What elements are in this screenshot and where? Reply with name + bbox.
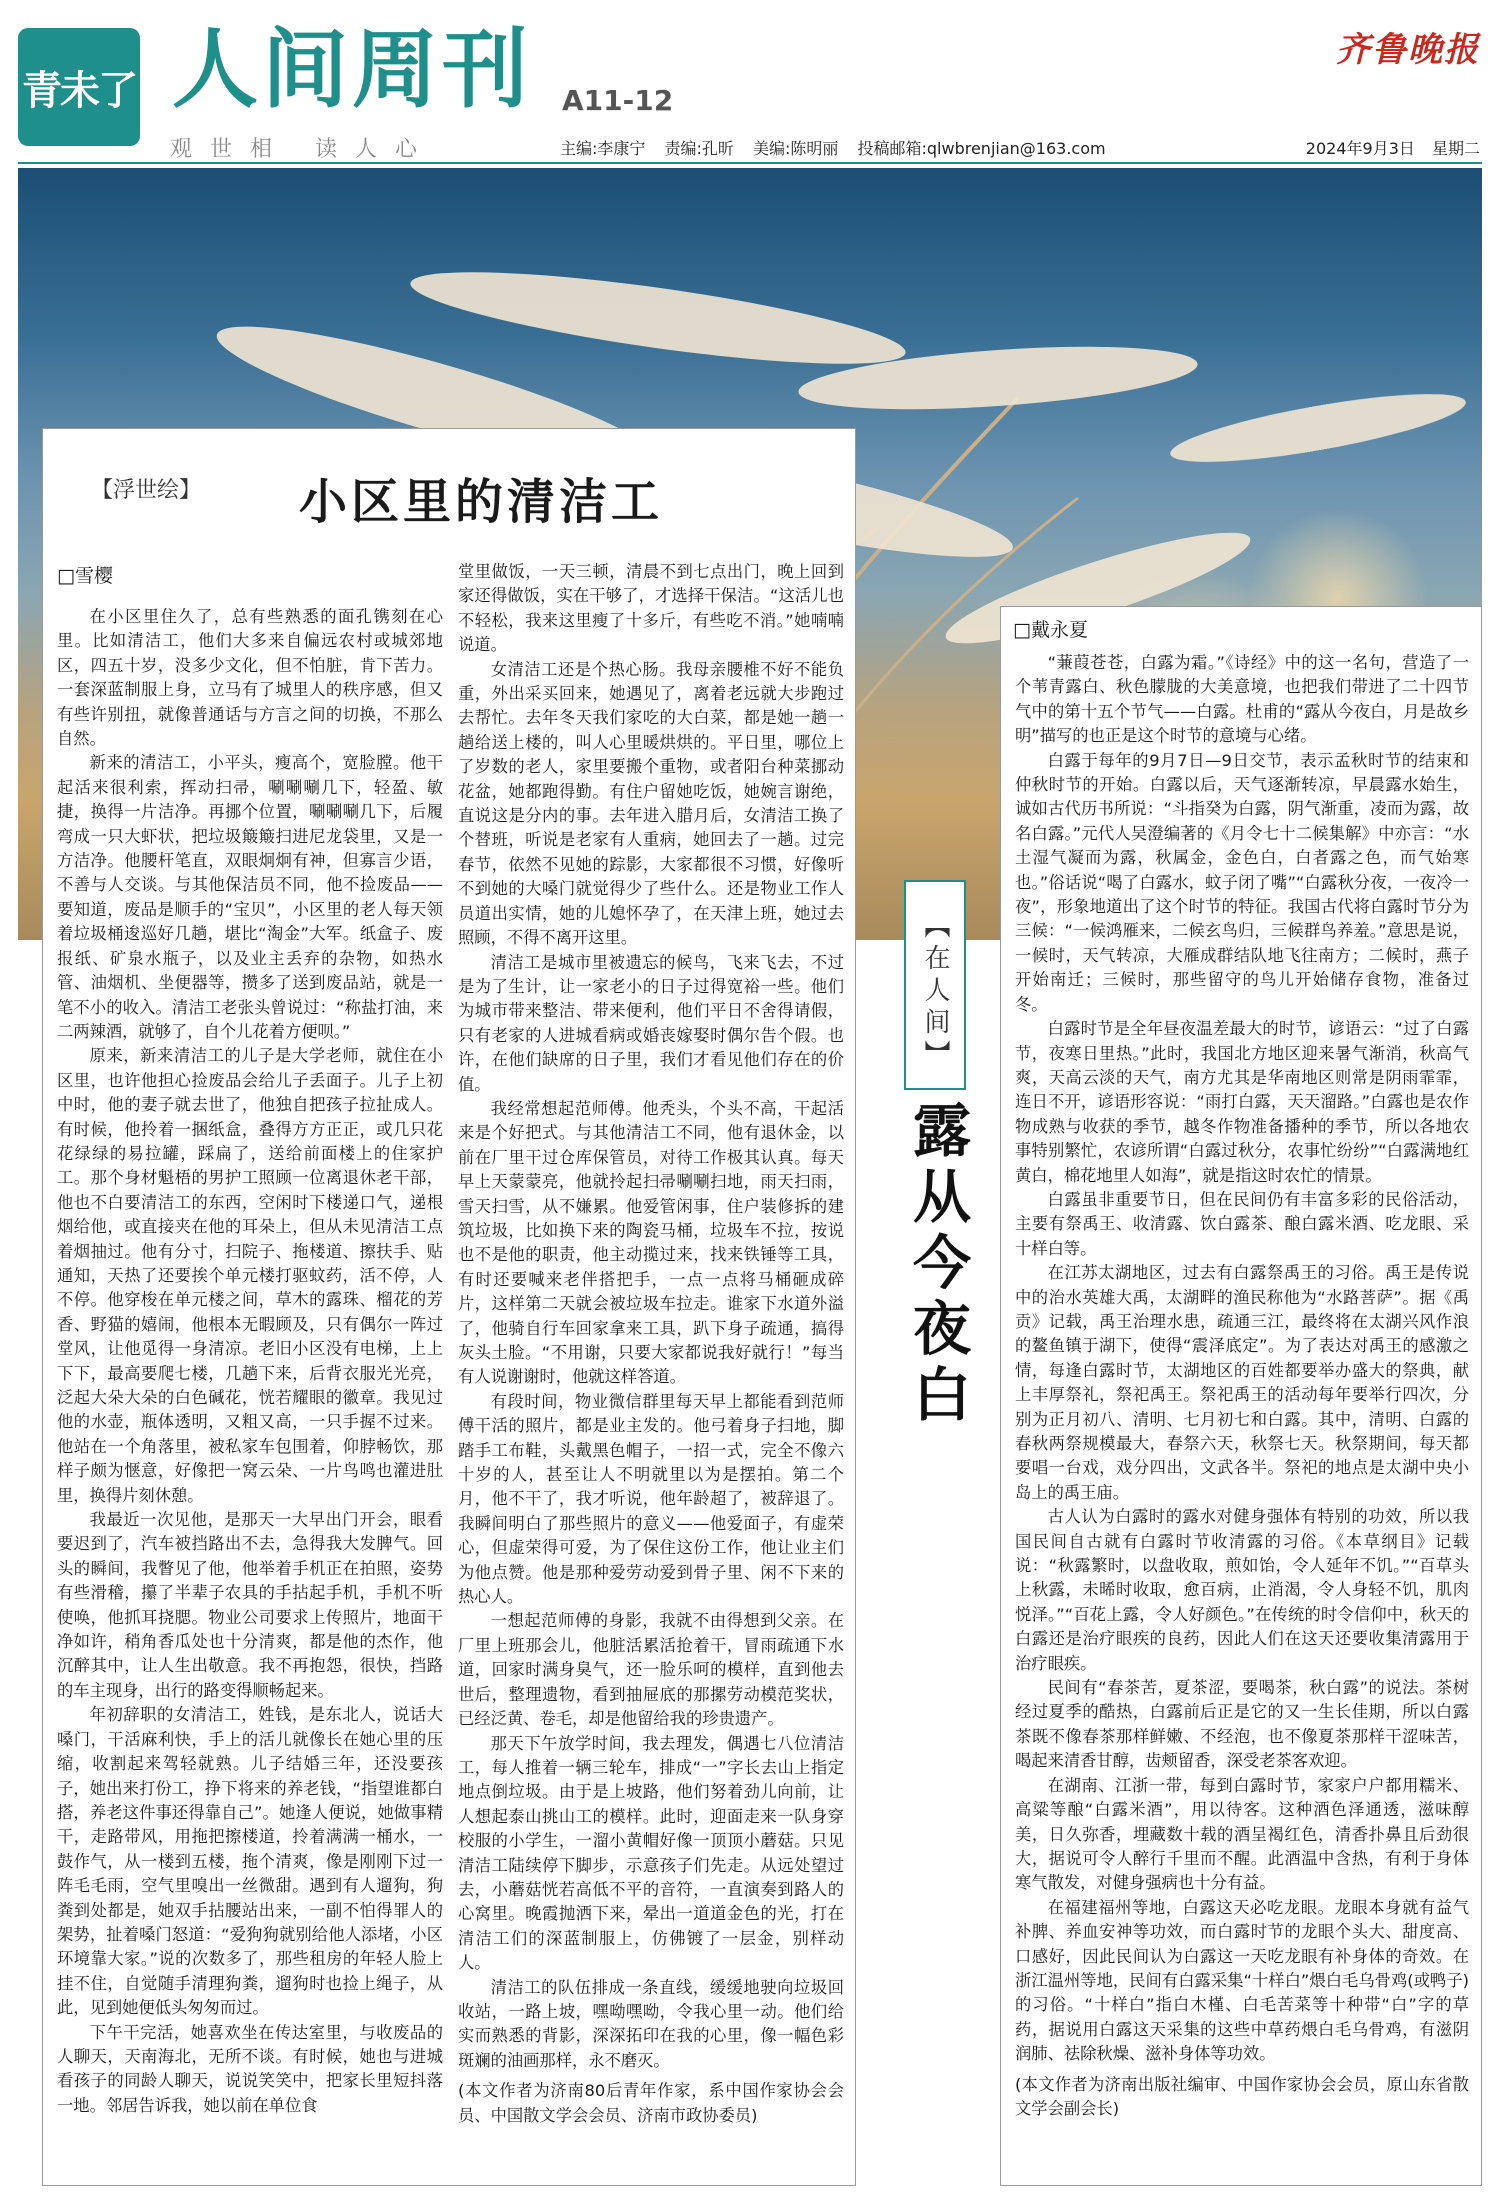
editor: 主编:李康宁	[560, 139, 646, 158]
article-author: □雪樱	[57, 565, 113, 587]
page-number: A11-12	[562, 84, 674, 117]
paragraph: 那天下午放学时间，我去理发，偶遇七八位清洁工，每人推着一辆三轮车，排成“一”字长去山上指定地点倒垃圾。由于是上坡路，他们努着劲儿向前，让人想起泰山挑山工的模样。此时，迎面走来一队身穿校服的小学生，一溜小黄帽好像一顶顶小蘑菇。只见清洁工陆续停下脚步，示意孩子们先走。从远处望过去，小蘑菇恍若高低不平的音符，一直演奏到路人的心窝里。晚霞抛洒下来，晕出一道道金色的光，打在清洁工们的深蓝制服上，仿佛镀了一层金，别样动人。	[458, 1733, 844, 1973]
article-author: □戴永夏	[1013, 619, 1088, 641]
paragraph: 在小区里住久了，总有些熟悉的面孔镌刻在心里。比如清洁工，他们大多来自偏远农村或城郊地区，四五十岁，没多少文化，但不怕脏，肯下苦力。一套深蓝制服上身，立马有了城里人的秩序感，但又有些许别扭，就像普通话与方言之间的切换，不那么自然。	[57, 607, 443, 749]
masthead-rule	[18, 162, 1482, 164]
paragraph: 在福建福州等地，白露这天必吃龙眼。龙眼本身就有益气补脾、养血安神等功效，而白露时节的龙眼个头大、甜度高、口感好，因此民间认为白露这一天吃龙眼有补身体的奇效。在浙江温州等地，民间有白露采集“十样白”煨白毛乌骨鸡(或鸭子)的习俗。“十样白”指白木槿、白毛苦菜等十种带“白”字的草药，据说用白露这天采集的这些中草药煨白毛乌骨鸡，有滋阴润肺、祛除秋燥、滋补身体等功效。	[1015, 1897, 1469, 2064]
paragraph: 原来，新来清洁工的儿子是大学老师，就住在小区里，也许他担心捡废品会给儿子丢面子。儿子上初中时，他的妻子就去世了，他独自把孩子拉扯成人。有时候，他拎着一捆纸盒，叠得方方正正，或几只花花绿绿的易拉罐，踩扁了，送给前面楼上的住家护工。那个身材魁梧的男护工照顾一位离退休老干部，他也不白要清洁工的东西，空闲时下楼递口气，递根烟给他，或直接夹在他的耳朵上，但从未见清洁工点着烟抽过。他有分寸，扫院子、拖楼道、擦扶手、贴通知，天热了还要挨个单元楼打驱蚊药，活不停，人不停。他穿梭在单元楼之间，草木的露珠、榴花的芳香、野猫的嬉闹，他根本无暇顾及，只有偶尔一阵过堂风，让他觅得一身清凉。老旧小区没有电梯，上上下下，最高要爬七楼，几趟下来，后背衣服光光亮，泛起大朵大朵的白色碱花，恍若耀眼的徽章。我见过他的水壶，瓶体透明，又粗又高，一只手握不过来。他站在一个角落里，被私家车包围着，仰脖畅饮，那样子颇为惬意，好像把一窝云朵、一片鸟鸣也灌进肚里，换得片刻休憩。	[57, 1046, 443, 1505]
paragraph: “蒹葭苍苍，白露为霜。”《诗经》中的这一名句，营造了一个苇青露白、秋色朦胧的大美意境，也把我们带进了二十四节气中的第十五个节气——白露。杜甫的“露从今夜白，月是故乡明”描写的也正是这个时节的意境与心绪。	[1015, 653, 1469, 746]
slogan: 观世相 读人心	[170, 137, 435, 162]
duty-editor: 责编:孔昕	[664, 139, 734, 158]
paragraph: 清洁工的队伍排成一条直线，缓缓地驶向垃圾回收站，一路上坡，嘿呦嘿呦，令我心里一动。他们给实而熟悉的背影，深深拓印在我的心里，像一幅色彩斑斓的油画那样，永不磨灭。	[458, 1977, 844, 2070]
issue-date: 2024年9月3日	[1305, 139, 1415, 158]
publication-title: 人间周刊	[172, 20, 532, 120]
paragraph: 古人认为白露时的露水对健身强体有特别的功效，所以我国民间自古就有白露时节收清露的习俗。《本草纲目》记载说：“秋露繁时，以盘收取，煎如饴，令人延年不饥。”“百草头上秋露，未晞时收取，愈百病，止消渴，令人身轻不饥，肌肉悦泽。”“百花上露，令人好颜色。”在传统的时令信仰中，秋天的白露还是治疗眼疾的良药，因此人们在这天还要收集清露用于治疗眼疾。	[1015, 1507, 1469, 1673]
paragraph: 有段时间，物业微信群里每天早上都能看到范师傅干活的照片，都是业主发的。他弓着身子扫地，脚踏手工布鞋，头戴黑色帽子，一招一式，完全不像六十岁的人，甚至让人不明就里以为是摆拍。第二个月，他不干了，我才听说，他年龄超了，被辞退了。我瞬间明白了那些照片的意义——他爱面子，有虚荣心，但虚荣得可爱，为了保住这份工作，他让业主们为他点赞。他是那种爱劳动爱到骨子里、闲不下来的热心人。	[458, 1391, 844, 1607]
author-bio: (本文作者为济南出版社编审、中国作家协会会员，原山东省散文学会副会长)	[1015, 2074, 1469, 2118]
right-article	[1000, 606, 1482, 2186]
paragraph: 下午干完活，她喜欢坐在传达室里，与收废品的人聊天，天南海北，无所不谈。有时候，她也与进城看孩子的同龄人聊天，说说笑笑中，把家长里短抖落一地。邻居告诉我，她以前在单位食	[57, 2022, 443, 2115]
logo: 青未了	[18, 28, 140, 146]
paragraph: 白露于每年的9月7日—9日交节，表示孟秋时节的结束和仲秋时节的开始。白露以后，天气逐渐转凉，早晨露水始生，诚如古代历书所说：“斗指癸为白露，阴气渐重，凌而为露，故名白露。”元代人吴澄编著的《月令七十二候集解》中亦言：“水土湿气凝而为露，秋属金，金色白，白者露之色，而气始寒也。”俗话说“喝了白露水，蚊子闭了嘴”“白露秋分夜，一夜冷一夜”，形象地道出了这个时节的特征。我国古代将白露时节分为三候：“一候鸿雁来，二候玄鸟归，三候群鸟养羞。”意思是说，一候时，天气转凉，大雁成群结队地飞往南方；二候时，燕子开始南迁；三候时，那些留守的鸟儿开始储存食物，准备过冬。	[1015, 750, 1469, 1014]
article-column-2	[458, 560, 844, 2128]
weekday: 星期二	[1431, 139, 1480, 158]
paragraph: 在江苏太湖地区，过去有白露祭禹王的习俗。禹王是传说中的治水英雄大禹，太湖畔的渔民称他为“水路菩萨”。据《禹贡》记载，禹王治理水患，疏通三江，最终将在太湖兴风作浪的鳌鱼镇于湖下，使得“震泽底定”。为了表达对禹王的感激之情，每逢白露时节，太湖地区的百姓都要举办盛大的祭典，献上丰厚祭礼，祭祀禹王。祭祀禹王的活动每年要举行四次，分别为正月初八、清明、七月初七和白露。其中，清明、白露的春秋两祭规模最大，春祭六天，秋祭七天。秋祭期间，每天都要唱一台戏，戏分四出，文武各半。祭祀的地点是太湖中央小岛上的禹王庙。	[1015, 1263, 1469, 1502]
paragraph: 白露虽非重要节日，但在民间仍有丰富多彩的民俗活动，主要有祭禹王、收清露、饮白露茶、酿白露米酒、吃龙眼、采十样白等。	[1015, 1189, 1469, 1258]
article-column	[1015, 651, 1469, 2121]
paragraph: 清洁工是城市里被遗忘的候鸟，飞来飞去，不过是为了生计，让一家老小的日子过得宽裕一些。他们为城市带来整洁、带来便利，他们平日不舍得请假，只有老家的人进城看病或婚丧嫁娶时偶尔告个假。也许，在他们缺席的日子里，我们才看见他们存在的价值。	[458, 952, 844, 1094]
paragraph: 一想起范师傅的身影，我就不由得想到父亲。在厂里上班那会儿，他脏活累活抢着干，冒雨疏通下水道，回家时满身臭气，还一脸乐呵的模样，直到他去世后，整理遗物，看到抽屉底的那摞劳动模范奖状，已经泛黄、卷毛，却是他留给我的珍贵遗产。	[458, 1611, 844, 1729]
paragraph: 我最近一次见他，是那天一大早出门开会，眼看要迟到了，汽车被挡路出不去，急得我大发脾气。回头的瞬间，我瞥见了他，他举着手机正在拍照，姿势有些滑稽，攥了半辈子农具的手拈起手机，手机不听使唤，他抓耳挠腮。物业公司要求上传照片，地面干净如许，稍角香瓜处也十分清爽，都是他的杰作，他沉醉其中，让人生出敬意。我不再抱怨，很快，挡路的车主现身，出行的路变得顺畅起来。	[57, 1510, 443, 1700]
article-column-1	[57, 605, 443, 2118]
newspaper-name: 齐鲁晚报	[1336, 30, 1480, 70]
paragraph: 白露时节是全年昼夜温差最大的时节，谚语云：“过了白露节，夜寒日里热。”此时，我国北方地区迎来暑气渐消，秋高气爽，天高云淡的天气，南方尤其是华南地区则常是阴雨霏霏，连日不开，谚语形容说：“雨打白露，天天溜路。”白露也是农作物成熟与收获的季节，越冬作物准备播种的季节，所以各地农事特别繁忙，农谚所谓“白露过秋分，农事忙纷纷”“白露满地红黄白，棉花地里人如海”，就是指这时农忙的情景。	[1015, 1019, 1469, 1185]
paragraph: 年初辞职的女清洁工，姓钱，是东北人，说话大嗓门，干活麻利快，手上的活儿就像长在她心里的压缩，收割起来驾轻就熟。儿子结婚三年，还没要孩子，她出来打份工，挣下将来的养老钱，“指望谁都白搭，养老这件事还得靠自己”。她逢人便说，她做事精干，走路带风，用拖把擦楼道，拎着满满一桶水，一鼓作气，从一楼到五楼，拖个清爽，像是刚刚下过一阵毛毛雨，空气里嗅出一丝微甜。遇到有人遛狗，狗粪到处都是，她双手拈腰站出来，一副不怕得罪人的架势，扯着嗓门怒道：“爱狗狗就别给他人添堵，小区环境靠大家。”说的次数多了，那些租房的年轻人脸上挂不住，自觉随手清理狗粪，遛狗时也捡上绳子，从此，见到她便低头匆匆而过。	[57, 1705, 443, 2018]
credits-line	[560, 136, 1120, 159]
paragraph: 在湖南、江浙一带，每到白露时节，家家户户都用糯米、高粱等酿“白露米酒”，用以待客。这种酒色泽通透，滋味醇美，日久弥香，埋藏数十载的酒呈褐红色，清香扑鼻且后劲很大，据说可令人醉行千里而不醒。此酒温中含热，有利于身体寒气散发，对健身强病也十分有益。	[1015, 1775, 1469, 1893]
paragraph: 新来的清洁工，小平头，瘦高个，宽脸膛。他干起活来很利索，挥动扫帚，唰唰唰几下，轻盈、敏捷，换得一片洁净。再挪个位置，唰唰唰几下，后履弯成一只大虾状，把垃圾簸簸扫进尼龙袋里，又是一方洁净。他腰杆笔直，双眼炯炯有神，但寡言少语，不善与人交谈。与其他保洁员不同，他不捡废品——要知道，废品是顺手的“宝贝”，小区里的老人每天领着垃圾桶逡巡好几趟，堪比“淘金”大军。纸盒子、废报纸、矿泉水瓶子，以及业主丢弃的杂物，如热水管、油烟机、坐便器等，攒多了送到废品站，就是一笔不小的收入。清洁工老张头曾说过：“称盐打油，来二两辣酒，就够了，自个儿花着方便呗。”	[57, 753, 443, 1041]
article-title: 小区里的清洁工	[299, 474, 664, 530]
author-bio: (本文作者为济南80后青年作家，系中国作家协会会员、中国散文学会会员、济南市政协委员)	[458, 2081, 844, 2125]
column-tag: 【浮世绘】	[91, 478, 202, 503]
art-editor: 美编:陈明丽	[753, 139, 839, 158]
submission-email: 投稿邮箱:qlwbrenjian@163.com	[857, 139, 1106, 158]
date-line	[1294, 136, 1480, 159]
column-tag-vertical: 【在人间】	[904, 880, 966, 1090]
paragraph: 女清洁工还是个热心肠。我母亲腰椎不好不能负重，外出采买回来，她遇见了，离着老远就大步跑过去帮忙。去年冬天我们家吃的大白菜，都是她一趟一趟给送上楼的，叫人心里暖烘烘的。平日里，哪位上了岁数的老人，家里要搬个重物，或者阳台种菜挪动花盆，她都跑得勤。有住户留她吃饭，她婉言谢绝，直说这是分内的事。去年进入腊月后，女清洁工换了个替班，听说是老家有人重病，她回去了一趟。过完春节，依然不见她的踪影，大家都很不习惯，好像听不到她的大嗓门就觉得少了些什么。还是物业工作人员道出实情，她的儿媳怀孕了，在天津上班，她过去照顾，不得不离开这里。	[458, 659, 844, 948]
article-title-vertical: 露从今夜白	[903, 1100, 971, 1430]
paragraph: 民间有“春茶苦，夏茶涩，要喝茶，秋白露”的说法。茶树经过夏季的酷热，白露前后正是它的又一生长佳期，所以白露茶既不像春茶那样鲜嫩、不经泡，也不像夏茶那样干涩味苦，喝起来清香甘醇，齿颊留香，深受老茶客欢迎。	[1015, 1678, 1469, 1771]
paragraph: 我经常想起范师傅。他秃头，个头不高，干起活来是个好把式。与其他清洁工不同，他有退休金，以前在厂里干过仓库保管员，对待工作极其认真。每天早上天蒙蒙亮，他就拎起扫帚唰唰扫地，雨天扫雨，雪天扫雪，从不嫌累。他爱管闲事，住户装修拆的建筑垃圾，比如换下来的陶瓷马桶，垃圾车不拉，按说也不是他的职责，他主动揽过来，找来铁锤等工具，有时还要喊来老伴搭把手，一点一点将马桶砸成碎片，这样第二天就会被垃圾车拉走。谁家下水道外溢了，他骑自行车回家拿来工具，趴下身子疏通，搞得灰头土脸。“不用谢，只要大家都说我好就行！”每当有人说谢谢时，他就这样答道。	[458, 1098, 844, 1387]
paragraph: 堂里做饭，一天三顿，清晨不到七点出门，晚上回到家还得做饭，实在干够了，才选择干保洁。“这活儿也不轻松，我来这里瘦了十多斤，有些吃不消。”她喃喃说道。	[458, 562, 844, 655]
